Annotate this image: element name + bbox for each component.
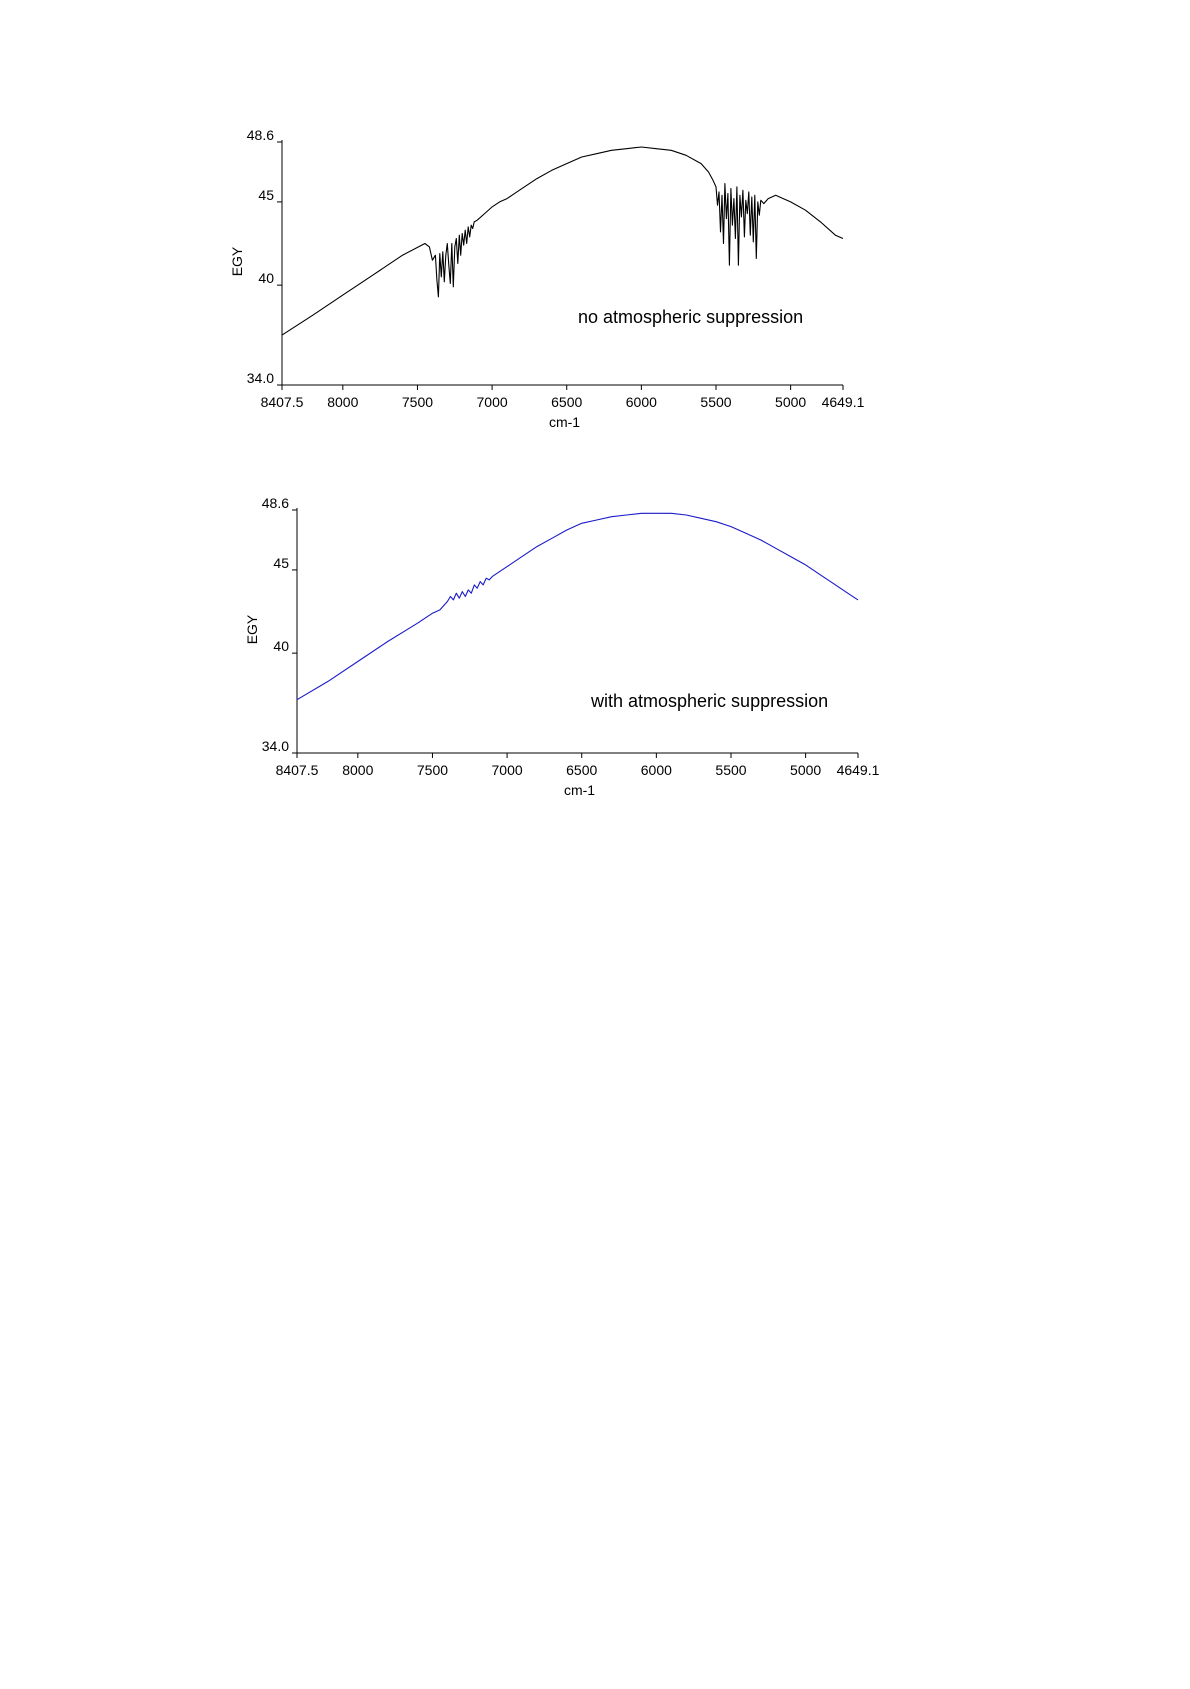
x-tick-label: 5000 [790, 762, 822, 778]
chart-annotation: no atmospheric suppression [578, 307, 804, 327]
x-tick-label: 6000 [625, 394, 657, 410]
x-tick-label: 7000 [476, 394, 508, 410]
x-tick-label: 7000 [491, 762, 523, 778]
y-tick-label: 48.6 [246, 127, 274, 143]
y-tick-label: 48.6 [261, 495, 289, 511]
x-tick-label: 8407.5 [260, 394, 304, 410]
x-tick-label: 6000 [640, 762, 672, 778]
y-tick-label: 34.0 [261, 738, 289, 754]
chart-1 [229, 127, 865, 430]
y-axis-label: EGY [229, 246, 245, 277]
x-tick-label: 8407.5 [275, 762, 319, 778]
series-line-1 [297, 513, 858, 699]
y-tick-label: 45 [258, 186, 274, 203]
y-tick-label: 40 [273, 638, 289, 655]
x-tick-label: 6500 [551, 394, 583, 410]
x-tick-label: 5000 [775, 394, 807, 410]
x-tick-label: 5500 [700, 394, 732, 410]
x-tick-label: 4649.1 [821, 394, 865, 410]
x-axis-label: cm-1 [563, 782, 596, 798]
x-tick-label: 7500 [401, 394, 434, 410]
x-tick-label: 8000 [327, 394, 359, 410]
x-axis-label: cm-1 [548, 414, 581, 430]
x-tick-label: 4649.1 [836, 762, 880, 778]
chart-2 [244, 495, 880, 798]
y-axis-label: EGY [244, 614, 260, 645]
y-tick-label: 34.0 [246, 370, 274, 386]
y-tick-label: 45 [273, 554, 289, 571]
y-tick-label: 40 [258, 270, 274, 287]
x-tick-label: 6500 [566, 762, 598, 778]
x-tick-label: 7500 [416, 762, 449, 778]
x-tick-label: 8000 [342, 762, 374, 778]
x-tick-label: 5500 [715, 762, 747, 778]
chart-annotation: with atmospheric suppression [591, 691, 829, 711]
